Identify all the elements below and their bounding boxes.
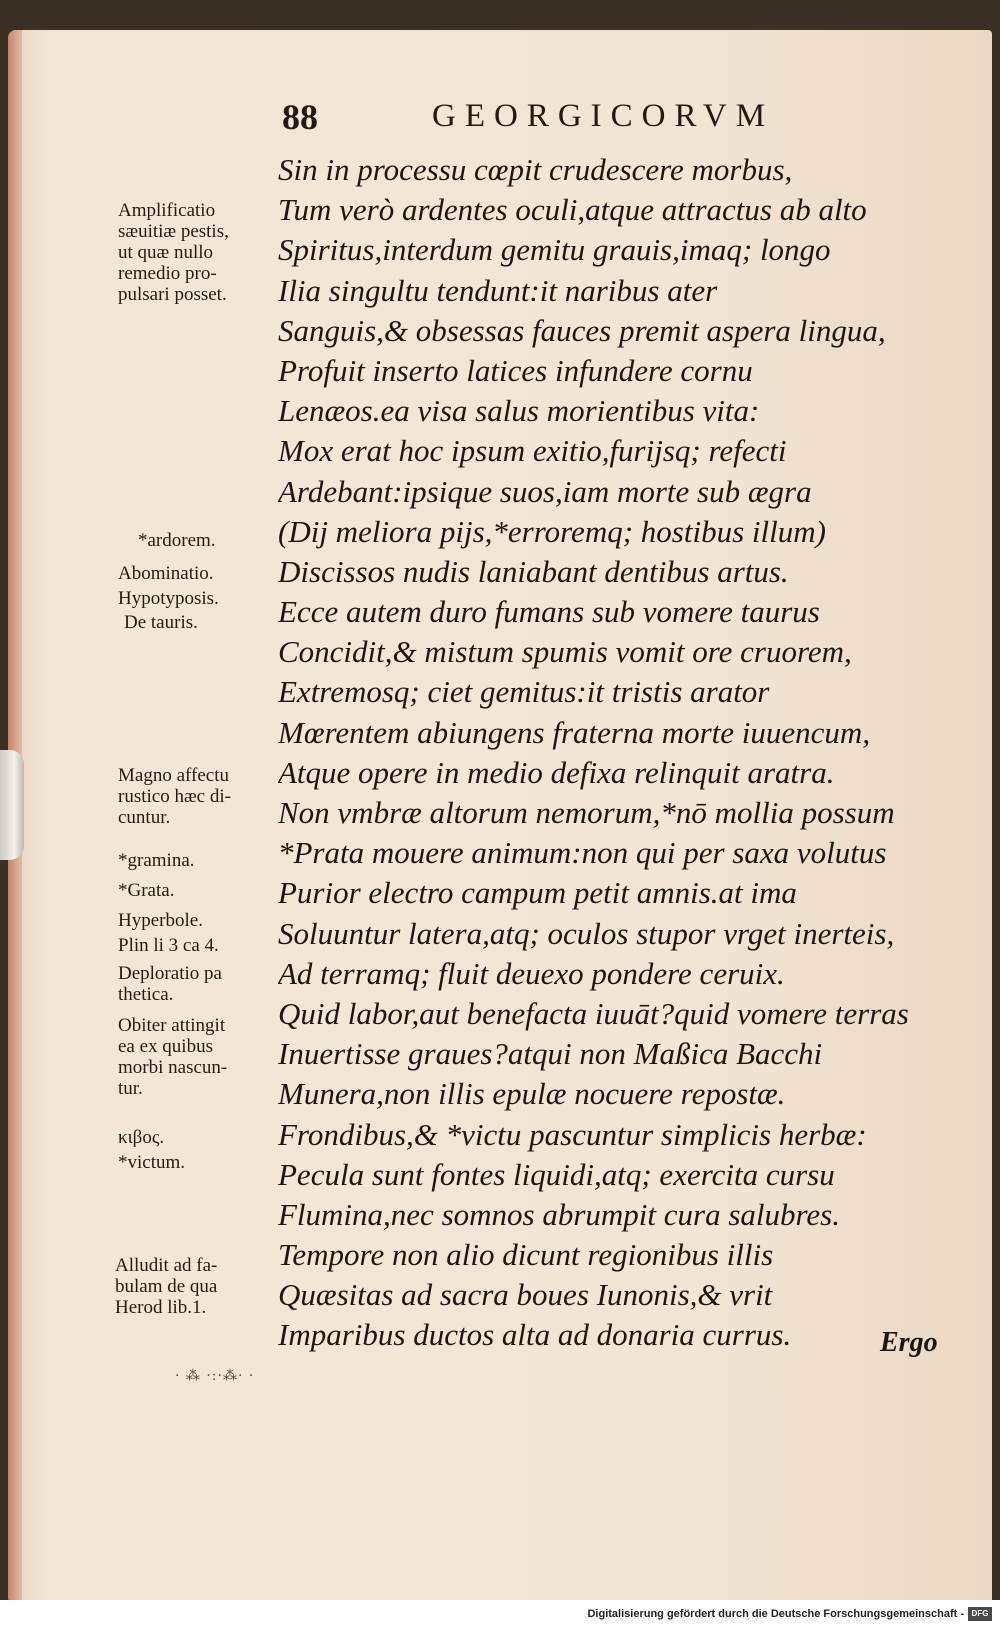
marginal-note-line: De tauris. <box>124 612 198 633</box>
book-clamp <box>0 750 24 860</box>
marginal-note-line: cuntur. <box>118 807 171 828</box>
dfg-logo-icon: DFG <box>968 1607 992 1621</box>
marginal-note-line: Obiter attingit <box>118 1015 226 1036</box>
marginal-note <box>118 1015 280 1099</box>
marginal-note-line: *victum. <box>118 1152 186 1173</box>
marginal-note-line: thetica. <box>118 984 174 1005</box>
marginal-note <box>118 588 280 609</box>
marginal-note <box>118 563 280 584</box>
verse-line: Flumina,nec somnos abrumpit cura salubres. <box>278 1196 840 1232</box>
verse-line: Spiritus,interdum gemitu grauis,imaq; longo <box>278 232 831 268</box>
marginal-note-line: tur. <box>118 1078 143 1099</box>
verse-line: Ardebant:ipsique suos,iam morte sub ægra <box>278 473 812 509</box>
verse-line: Soluuntur latera,atq; oculos stupor vrget inerteis, <box>278 915 895 951</box>
marginal-note-line: Plin li 3 ca 4. <box>118 935 219 956</box>
verse-line: Mox erat hoc ipsum exitio,furijsq; refecti <box>278 433 787 469</box>
marginal-note <box>118 850 280 871</box>
marginal-note-line: Alludit ad fa- <box>115 1255 218 1276</box>
marginal-note <box>118 935 280 956</box>
verse-line: Concidit,& mistum spumis vomit ore cruorem, <box>278 634 852 670</box>
digitization-footer <box>0 1604 1000 1627</box>
marginal-note-line: Deploratio pa <box>118 963 222 984</box>
verse-line: Quid labor,aut benefacta iuuāt?quid vomere terras <box>278 995 909 1031</box>
marginal-note-line: ea ex quibus <box>118 1036 213 1057</box>
marginal-note-line: remedio pro- <box>118 263 217 284</box>
marginal-note-line: *ardorem. <box>138 530 216 551</box>
marginal-note-line: Hyperbole. <box>118 910 203 931</box>
marginal-note <box>118 1127 280 1148</box>
marginal-note-line: Magno affectu <box>118 765 229 786</box>
verse-line: *Prata mouere animum:non qui per saxa volutus <box>278 835 887 871</box>
verse-line: Profuit inserto latices infundere cornu <box>278 352 753 388</box>
verse-line: Purior electro campum petit amnis.at ima <box>278 875 797 911</box>
marginal-note-line: κιβος. <box>118 1127 165 1148</box>
marginal-note-line: sæuitiæ pestis, <box>118 221 229 242</box>
marginal-note-line: Amplificatio <box>118 200 216 221</box>
verse-line: Lenæos.ea visa salus morientibus vita: <box>278 393 760 429</box>
marginal-note-line: Hypotyposis. <box>118 588 219 609</box>
marginal-note <box>118 910 280 931</box>
verse-line: Tempore non alio dicunt regionibus illis <box>278 1237 774 1273</box>
marginal-note-line: rustico hæc di- <box>118 786 231 807</box>
verse-line: Quæsitas ad sacra boues Iunonis,& vrit <box>278 1277 773 1313</box>
verse-line: Imparibus ductos alta ad donaria currus. <box>278 1317 792 1353</box>
marginal-note-line: bulam de qua <box>115 1276 218 1297</box>
verse-line: Non vmbræ altorum nemorum,*nō mollia possum <box>278 795 895 830</box>
footer-credit: Digitalisierung gefördert durch die Deutsche Forschungsgemeinschaft - <box>587 1608 964 1620</box>
verse-line: Frondibus,& *victu pascuntur simplicis herbæ: <box>278 1116 867 1152</box>
marginal-note <box>118 1152 280 1173</box>
running-title: GEORGICORVM <box>432 98 775 134</box>
marginal-note <box>124 612 286 633</box>
verse-text <box>278 150 968 1356</box>
marginal-note-line: ut quæ nullo <box>118 242 214 263</box>
marginal-note-line: pulsari posset. <box>118 284 227 305</box>
marginal-note-line: *gramina. <box>118 850 195 871</box>
marginal-note <box>118 200 280 305</box>
verse-line: Atque opere in medio defixa relinquit aratra. <box>278 754 835 790</box>
marginal-note-line: *Grata. <box>118 880 175 901</box>
marginal-note <box>118 963 280 1005</box>
verse-line: Sin in processu cœpit crudescere morbus, <box>278 152 793 187</box>
verse-line: Inuertisse graues?atqui non Maßica Bacchi <box>278 1036 823 1072</box>
verse-line: Pecula sunt fontes liquidi,atq; exercita cursu <box>278 1156 835 1192</box>
marginal-note <box>118 765 280 828</box>
verse-line: (Dij meliora pijs,*erroremq; hostibus illum) <box>278 513 826 549</box>
marginal-note <box>118 880 280 901</box>
page-header <box>0 96 1000 136</box>
verse-line: Tum verò ardentes oculi,atque attractus ab alto <box>278 192 867 228</box>
verse-line: Discissos nudis laniabant dentibus artus. <box>278 553 789 589</box>
marginal-note <box>115 1255 277 1318</box>
marginal-note <box>138 530 300 551</box>
verse-line: Ad terramq; fluit deuexo pondere ceruix. <box>278 955 785 991</box>
verse-line: Munera,non illis epulæ nocuere repostæ. <box>278 1076 786 1112</box>
page-number: 88 <box>282 97 318 137</box>
verse-line: Mœrentem abiungens fraterna morte iuuencum, <box>278 714 871 750</box>
verse-line: Sanguis,& obsessas fauces premit aspera lingua, <box>278 312 886 348</box>
marginal-note-line: morbi nascun- <box>118 1057 228 1078</box>
verse-line: Ecce autem duro fumans sub vomere taurus <box>278 594 820 630</box>
verse-line: Extremosq; ciet gemitus:it tristis arator <box>278 674 770 710</box>
marginal-note-line: Abominatio. <box>118 563 214 584</box>
marginal-note-line: Herod lib.1. <box>115 1297 207 1318</box>
catchword: Ergo <box>880 1327 938 1358</box>
printer-ornament: · ⁂ ·:·⁂· · <box>175 1368 255 1384</box>
verse-line: Ilia singultu tendunt:it naribus ater <box>278 272 718 308</box>
